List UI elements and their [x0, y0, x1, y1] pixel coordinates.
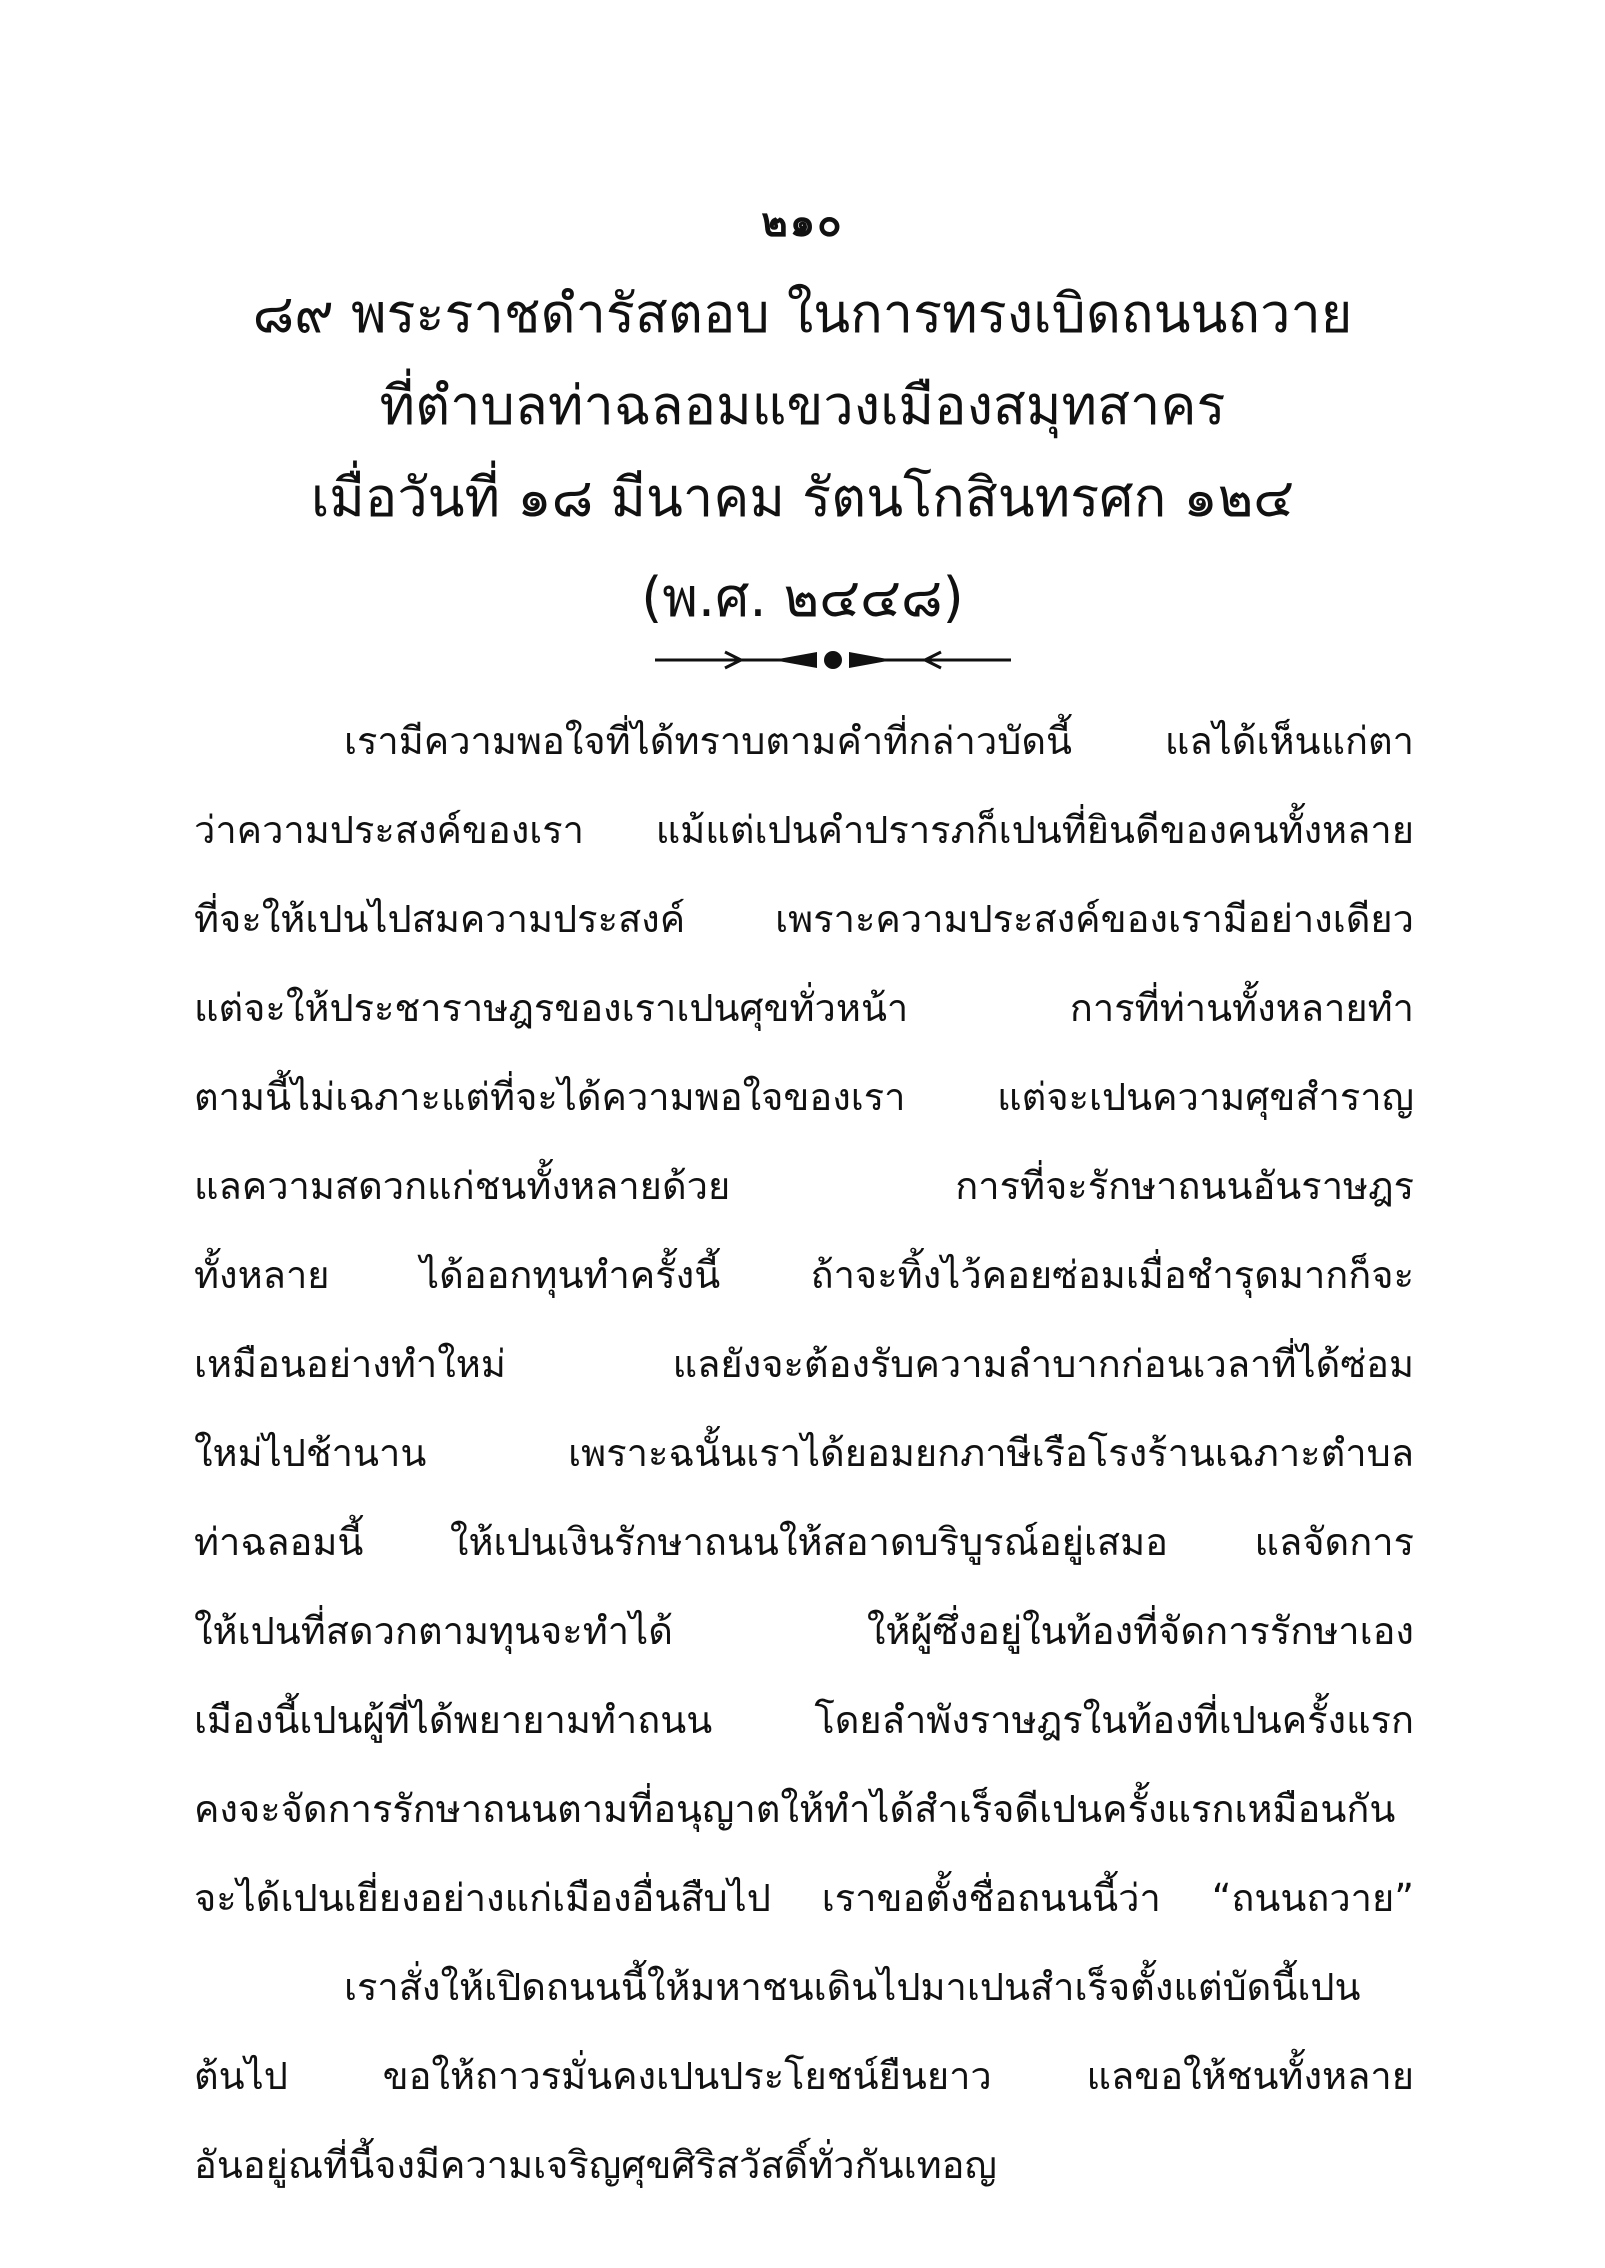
text-segment: อันอยู่ณที่นี้จงมีความเจริญศุขศิริสวัสดิ์ทั่วกันเทอญ	[194, 2143, 997, 2187]
title-year: (พ.ศ. ๒๔๔๘)	[641, 566, 964, 629]
text-segment: ตามนี้ไม่เฉภาะแต่ที่จะได้ความพอใจของเรา	[194, 1075, 906, 1119]
text-segment: ใหม่ไปช้านาน	[194, 1431, 427, 1475]
text-segment: ขอให้ถาวรมั่นคงเปนประโยชน์ยืนยาว	[382, 2054, 992, 2098]
text-segment: ถ้าจะทิ้งไว้คอยซ่อมเมื่อชำรุดมากก็จะ	[810, 1253, 1414, 1297]
text-line	[194, 874, 1414, 963]
title-line-1: ๘๙ พระราชดำรัสตอบ ในการทรงเบิดถนนถวาย	[252, 282, 1353, 345]
divider-center-dot	[824, 651, 842, 669]
text-segment: เมืองนี้เปนผู้ที่ได้พยายามทำถนน	[194, 1698, 713, 1742]
text-line	[194, 1853, 1414, 1942]
text-segment: แลขอให้ชนทั้งหลาย	[1086, 2054, 1414, 2098]
title-line-3: เมื่อวันที่ ๑๘ มีนาคม รัตนโกสินทรศก ๑๒๔	[310, 466, 1295, 529]
text-segment: “ถนนถวาย”	[1211, 1876, 1414, 1920]
text-segment: ต้นไป	[194, 2054, 288, 2098]
text-line	[194, 963, 1414, 1052]
text-segment: ท่าฉลอมนี้	[194, 1520, 364, 1564]
text-line	[194, 785, 1414, 874]
text-segment: ให้เปนที่สดวกตามทุนจะทำได้	[194, 1609, 673, 1653]
text-line	[194, 1319, 1414, 1408]
title-block	[150, 268, 1455, 648]
text-segment: ที่จะให้เปนไปสมความประสงค์	[194, 897, 686, 941]
divider-left-point	[773, 652, 817, 668]
text-line	[194, 1764, 1414, 1853]
text-segment: เราขอตั้งชื่อถนนนี้ว่า	[821, 1876, 1161, 1920]
text-segment: คงจะจัดการรักษาถนนตามที่อนุญาตให้ทำได้สำเร็จดีเปนครั้งแรกเหมือนกัน	[194, 1787, 1396, 1831]
text-segment: การที่ท่านทั้งหลายทำ	[1069, 986, 1414, 1030]
body-text	[194, 696, 1414, 2209]
text-segment: ให้ผู้ซึ่งอยู่ในท้องที่จัดการรักษาเอง	[866, 1609, 1414, 1653]
text-segment: เรามีความพอใจที่ได้ทราบตามคำที่กล่าวบัดนี้	[344, 719, 1072, 763]
text-segment: แต่จะเปนความศุขสำราญ	[997, 1075, 1414, 1119]
text-segment: เหมือนอย่างทำใหม่	[194, 1342, 506, 1386]
text-line	[194, 1497, 1414, 1586]
text-line	[194, 1942, 1414, 2031]
page-number: ๒๑๐	[761, 200, 844, 246]
text-line	[194, 2031, 1414, 2120]
title-line-2: ที่ตำบลท่าฉลอมแขวงเมืองสมุทสาคร	[379, 374, 1226, 437]
text-segment: แลจัดการ	[1254, 1520, 1414, 1564]
text-line	[194, 1230, 1414, 1319]
text-line	[194, 1675, 1414, 1764]
text-segment: แลยังจะต้องรับความลำบากก่อนเวลาที่ได้ซ่อม	[672, 1342, 1414, 1386]
text-segment: แลความสดวกแก่ชนทั้งหลายด้วย	[194, 1164, 731, 1208]
text-segment: ว่าความประสงค์ของเรา	[194, 808, 585, 852]
text-segment: แม้แต่เปนคำปรารภก็เปนที่ยินดีของคนทั้งหลาย	[655, 808, 1414, 852]
text-segment: เราสั่งให้เปิดถนนนี้ให้มหาชนเดินไปมาเปนสำเร็จตั้งแต่บัดนี้เปน	[344, 1965, 1361, 2009]
text-segment: จะได้เปนเยี่ยงอย่างแก่เมืองอื่นสืบไป	[194, 1876, 771, 1920]
text-segment: เพราะฉนั้นเราได้ยอมยกภาษีเรือโรงร้านเฉภาะตำบล	[568, 1431, 1414, 1475]
text-segment: เพราะความประสงค์ของเรามีอย่างเดียว	[775, 897, 1414, 941]
text-segment: แลได้เห็นแก่ตา	[1164, 719, 1414, 763]
text-line	[194, 1052, 1414, 1141]
text-segment: การที่จะรักษาถนนอันราษฎร	[955, 1164, 1414, 1208]
text-segment: ทั้งหลาย	[194, 1253, 330, 1297]
text-segment: ให้เปนเงินรักษาถนนให้สอาดบริบูรณ์อยู่เสมอ	[449, 1520, 1168, 1564]
text-line	[194, 1408, 1414, 1497]
text-segment: แต่จะให้ประชาราษฎรของเราเปนศุขทั่วหน้า	[194, 986, 909, 1030]
text-line	[194, 696, 1414, 785]
divider-right-point	[849, 652, 893, 668]
text-line	[194, 1586, 1414, 1675]
ornament-divider	[655, 640, 1011, 680]
text-segment: ได้ออกทุนทำครั้งนี้	[419, 1253, 721, 1297]
text-segment: โดยลำพังราษฎรในท้องที่เปนครั้งแรก	[814, 1698, 1414, 1742]
text-line	[194, 1141, 1414, 1230]
text-line	[194, 2120, 1414, 2209]
